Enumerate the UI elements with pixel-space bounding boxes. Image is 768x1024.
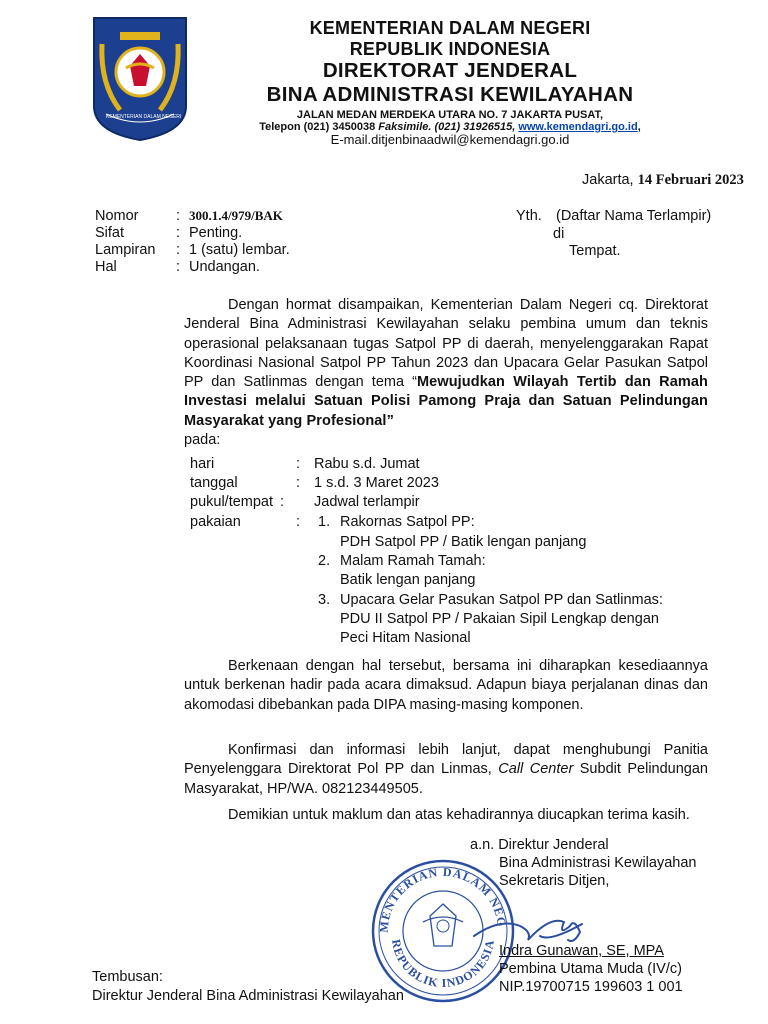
meta-label: Nomor (95, 208, 139, 224)
meta-value: 300.1.4/979/BAK (189, 208, 283, 223)
paragraph-closing: Demikian untuk maklum dan atas kehadirannya diucapkan terima kasih. (228, 807, 690, 823)
stamp-bottom-text: REPUBLIK INDONESIA (388, 938, 498, 991)
letterhead-email: E-mail.ditjenbinaadwil@kemendagri.go.id (330, 132, 570, 147)
meta-label: Lampiran (95, 242, 156, 258)
stamp-top-text: MENTERIAN DALAM NEG (376, 864, 510, 934)
letterhead-contact: Telepon (021) 3450038 Faksimile. (021) 31926515, www.kemendagri.go.id, (259, 121, 641, 133)
meta-colon: : (176, 225, 181, 241)
meta-label: Hal (95, 259, 117, 275)
meta-label: Sifat (95, 225, 125, 241)
letterhead-line4: BINA ADMINISTRASI KEWILAYAHAN (266, 83, 634, 106)
meta-value: 1 (satu) lembar. (189, 242, 290, 258)
attire-number: 3. (318, 592, 331, 608)
attire-title: Upacara Gelar Pasukan Satpol PP dan Satlinmas: (340, 592, 663, 608)
letterhead-line2: REPUBLIK INDONESIA (349, 39, 551, 59)
website-link[interactable]: www.kemendagri.go.id (518, 121, 638, 133)
signer-rank: Pembina Utama Muda (IV/c) (499, 961, 682, 977)
attire-line: PDH Satpol PP / Batik lengan panjang (340, 534, 587, 550)
fax-number: Faksimile. (021) 31926515, (378, 121, 516, 133)
meta-colon: : (176, 242, 181, 258)
detail-row-tanggal (190, 475, 710, 493)
paragraph-contact-text: Konfirmasi dan informasi lebih lanjut, dapat menghubungi Panitia Penyelenggara Direktorat Pol PP dan Linmas, (184, 742, 708, 778)
paragraph-opening-text: Dengan hormat disampaikan, Kementerian Dalam Negeri cq. Direktorat Jenderal Bina Administrasi Kewilayahan selaku pembina umum dan teknis operasional pelaksanaan tugas Satpol PP di daerah, menyelenggarakan Rapat Koordinasi Nasional Satpol PP Tahun 2023 dan Upacara Gelar Pasukan Satpol PP dan Satlinmas dengan tema “ (184, 297, 708, 391)
signer-name: Indra Gunawan, SE, MPA (499, 943, 664, 959)
phone-number: Telepon (021) 3450038 (259, 121, 379, 133)
attire-line: Batik lengan panjang (340, 572, 476, 588)
recipient-tempat: Tempat. (569, 243, 621, 259)
detail-label: tanggal (190, 475, 238, 491)
paragraph-expectation: Berkenaan dengan hal tersebut, bersama ini diharapkan kesediaannya untuk berkenan hadir pada acara dimaksud. Adapun biaya perjalanan dinas dan akomodasi dibebankan pada DIPA masing-masing komponen. (184, 658, 708, 713)
attire-number: 2. (318, 553, 331, 569)
kemendagri-emblem (90, 14, 190, 142)
attire-title: Malam Ramah Tamah: (340, 553, 486, 569)
paragraph-contact (184, 741, 708, 799)
detail-value: Jadwal terlampir (314, 494, 420, 510)
meta-value: Penting. (189, 225, 243, 241)
recipient-name: (Daftar Nama Terlampir) (556, 208, 712, 224)
signer-nip: NIP.19700715 199603 1 001 (499, 979, 683, 995)
emblem-caption: KEMENTERIAN DALAM NEGERI (106, 114, 182, 120)
call-center-label: Call Center (498, 761, 574, 778)
meta-colon: : (176, 208, 181, 224)
meta-colon: : (176, 259, 181, 275)
attire-title: Rakornas Satpol PP: (340, 514, 475, 530)
cc-item: Direktur Jenderal Bina Administrasi Kewilayahan (92, 988, 404, 1004)
detail-colon: : (296, 514, 301, 530)
recipient-di: di (553, 226, 565, 242)
detail-colon: : (296, 475, 301, 491)
signature-unit: Bina Administrasi Kewilayahan (499, 855, 697, 871)
detail-value: Rabu s.d. Jumat (314, 456, 420, 472)
attire-number: 1. (318, 514, 331, 530)
detail-colon: : (296, 456, 301, 472)
detail-row-pukul (190, 494, 710, 512)
detail-value: 1 s.d. 3 Maret 2023 (314, 475, 439, 491)
cc-title: Tembusan: (92, 969, 163, 985)
letterhead-address: JALAN MEDAN MERDEKA UTARA NO. 7 JAKARTA PUSAT, (296, 109, 604, 121)
detail-label: hari (190, 456, 215, 472)
paragraph-opening-end: pada: (184, 432, 221, 449)
event-theme: Mewujudkan Wilayah Tertib dan Ramah Investasi melalui Satuan Polisi Pamong Praja dan Satuan Pelindungan Masyarakat yang Profesional” (184, 374, 708, 429)
date-place: Jakarta, (582, 172, 638, 188)
paragraph-opening (184, 296, 708, 450)
detail-row-hari (190, 456, 710, 474)
recipient-yth: Yth. (516, 208, 542, 224)
signature-role: Sekretaris Ditjen, (499, 873, 610, 889)
letterhead-line3: DIREKTORAT JENDERAL (322, 59, 578, 82)
attire-line: PDU II Satpol PP / Pakaian Sipil Lengkap dengan (340, 611, 659, 627)
date-value: 14 Februari 2023 (637, 172, 744, 188)
detail-label: pukul/tempat (190, 494, 274, 510)
attire-line: Peci Hitam Nasional (340, 630, 471, 646)
detail-colon: : (280, 494, 285, 510)
signature-an: a.n. Direktur Jenderal (470, 837, 609, 853)
paragraph-contact-text-end: Subdit Pelindungan Masyarakat, HP/WA. 082123449505. (184, 761, 708, 797)
letterhead-line1: KEMENTERIAN DALAM NEGERI (309, 18, 591, 38)
meta-value: Undangan. (189, 259, 260, 275)
detail-label: pakaian (190, 514, 241, 530)
letter-date (582, 172, 744, 189)
